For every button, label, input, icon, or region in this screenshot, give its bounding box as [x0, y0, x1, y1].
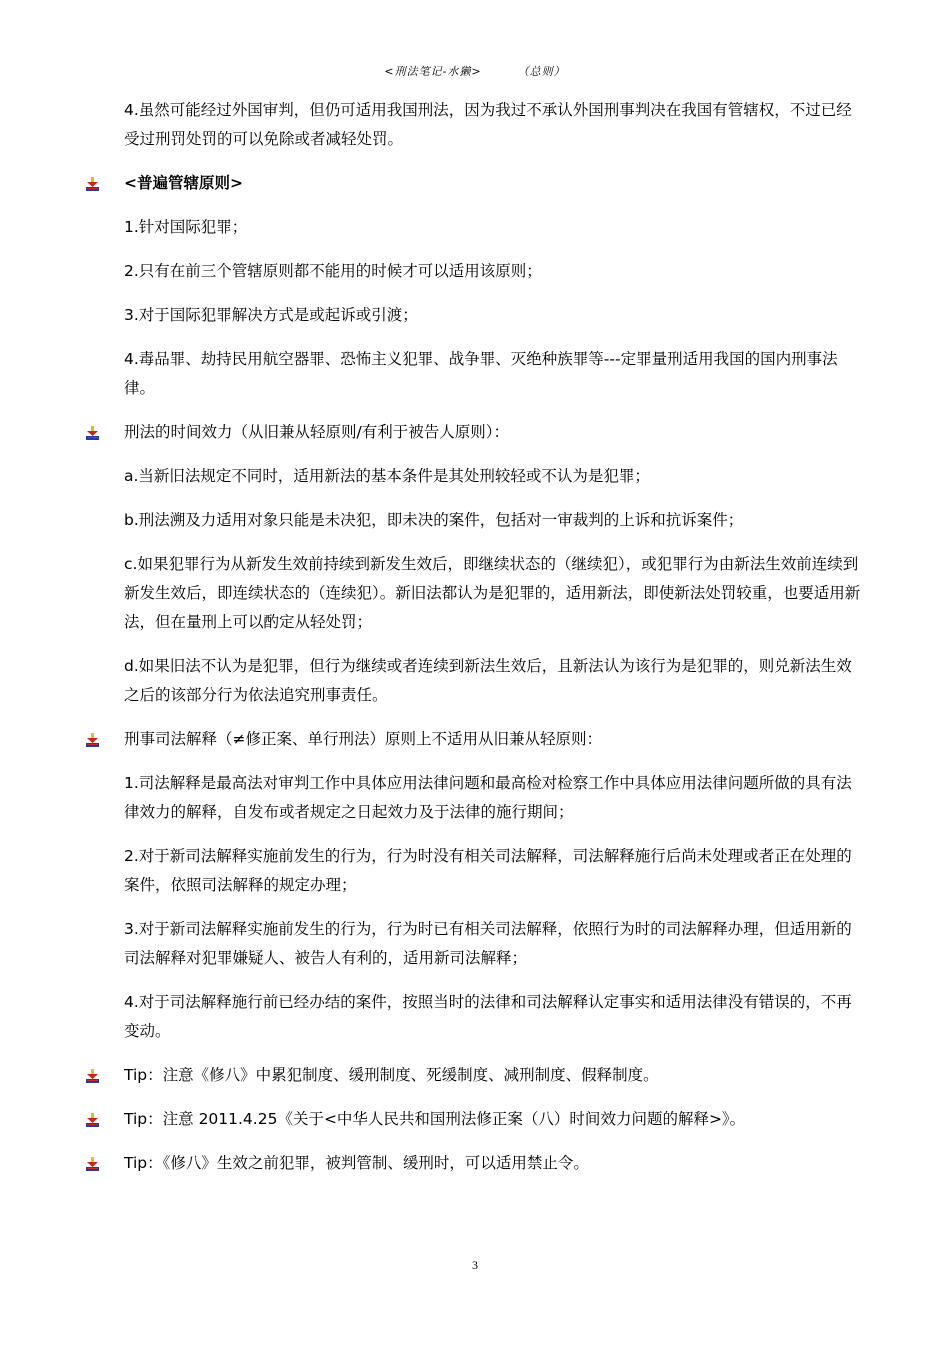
- page-number: 3: [472, 1258, 478, 1272]
- bullet-arrow-icon: [86, 425, 99, 439]
- header-section: （总则）: [517, 65, 566, 78]
- list-item: b.刑法溯及力适用对象只能是未决犯，即未决的案件，包括对一审裁判的上诉和抗诉案件；: [124, 511, 744, 529]
- list-item: 4.对于司法解释施行前已经办结的案件，按照当时的法律和司法解释认定事实和适用法律没有错误的，不再变动。: [124, 993, 852, 1040]
- list-item: 2.只有在前三个管辖原则都不能用的时候才可以适用该原则；: [124, 262, 542, 280]
- bullet-arrow-icon: [86, 1112, 99, 1126]
- list-item: 1.针对国际犯罪；: [124, 218, 248, 236]
- header-title: <刑法笔记-水獭>: [384, 65, 482, 78]
- bullet-arrow-icon: [86, 732, 99, 746]
- bullet-arrow-icon: [86, 1156, 99, 1170]
- list-item: 4.虽然可能经过外国审判，但仍可适用我国刑法，因为我过不承认外国刑事判决在我国有管辖权，不过已经受过刑罚处罚的可以免除或者减轻处罚。: [124, 101, 852, 148]
- bullet-arrow-icon: [86, 1068, 99, 1082]
- list-item: 3.对于新司法解释实施前发生的行为，行为时已有相关司法解释，依照行为时的司法解释办理，但适用新的司法解释对犯罪嫌疑人、被告人有利的，适用新司法解释；: [124, 920, 852, 967]
- bullet-item: <普遍管辖原则>: [124, 169, 864, 198]
- bullet-item: Tip：《修八》生效之前犯罪，被判管制、缓刑时，可以适用禁止令。: [124, 1149, 864, 1178]
- list-item: 2.对于新司法解释实施前发生的行为，行为时没有相关司法解释，司法解释施行后尚未处理或者正在处理的案件，依照司法解释的规定办理；: [124, 847, 852, 894]
- list-item: 4.毒品罪、劫持民用航空器罪、恐怖主义犯罪、战争罪、灭绝种族罪等---定罪量刑适用我国的国内刑事法律。: [124, 350, 838, 397]
- page-header: [0, 63, 950, 79]
- bullet-item: Tip：注意 2011.4.25《关于<中华人民共和国刑法修正案（八）时间效力问题的解释>》。: [124, 1105, 864, 1134]
- list-item: 1.司法解释是最高法对审判工作中具体应用法律问题和最高检对检察工作中具体应用法律问题所做的具有法律效力的解释，自发布或者规定之日起效力及于法律的施行期间；: [124, 774, 852, 821]
- list-item: a.当新旧法规定不同时，适用新法的基本条件是其处刑较轻或不认为是犯罪；: [124, 467, 650, 485]
- document-body: [0, 96, 950, 1193]
- bullet-item: 刑法的时间效力（从旧兼从轻原则/有利于被告人原则）：: [124, 418, 864, 447]
- bullet-item: Tip：注意《修八》中累犯制度、缓刑制度、死缓制度、减刑制度、假释制度。: [124, 1061, 864, 1090]
- bullet-item: 刑事司法解释（≠修正案、单行刑法）原则上不适用从旧兼从轻原则：: [124, 725, 864, 754]
- list-item: d.如果旧法不认为是犯罪，但行为继续或者连续到新法生效后，且新法认为该行为是犯罪的，则兑新法生效之后的该部分行为依法追究刑事责任。: [124, 657, 852, 704]
- list-item: 3.对于国际犯罪解决方式是或起诉或引渡；: [124, 306, 418, 324]
- bullet-arrow-icon: [86, 176, 99, 190]
- list-item: c.如果犯罪行为从新发生效前持续到新发生效后，即继续状态的（继续犯），或犯罪行为由新法生效前连续到新发生效后，即连续状态的（连续犯）。新旧法都认为是犯罪的，适用新法，即使新法处罚较重，也要适用新法，但在量刑上可以酌定从轻处罚；: [124, 555, 861, 631]
